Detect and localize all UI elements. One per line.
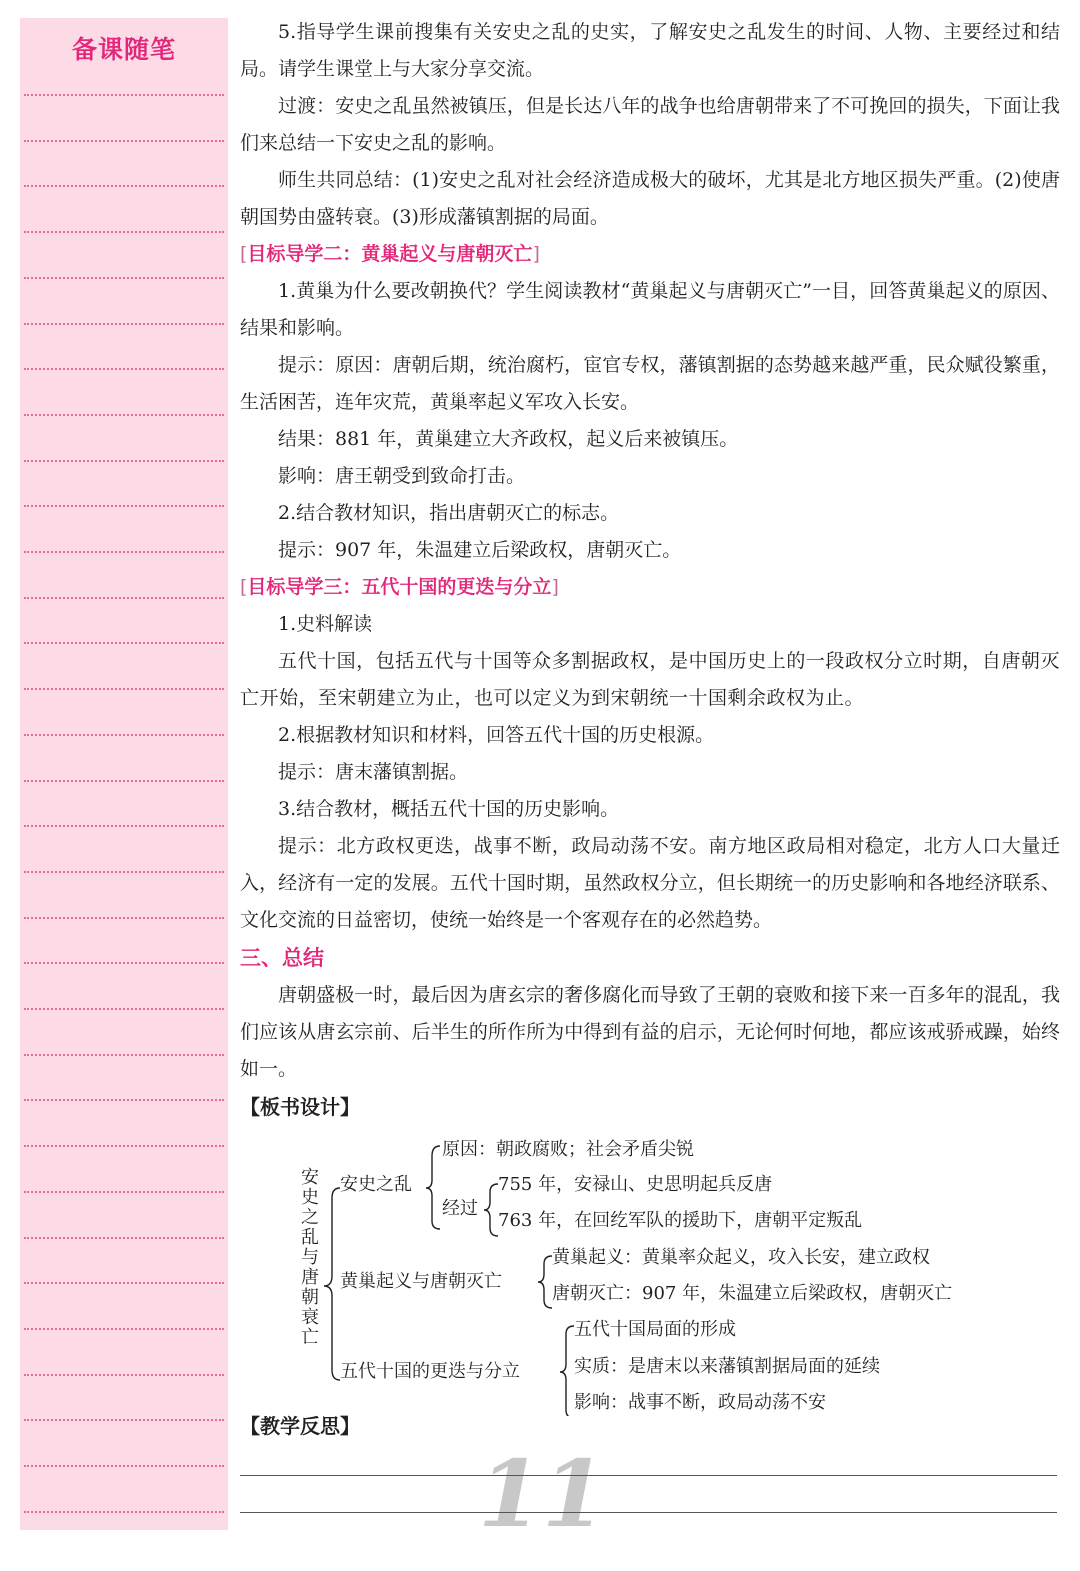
board-anshi-course: 经过 [442, 1198, 478, 1219]
goal-three-hint-2: 提示：唐末藩镇割据。 [278, 761, 469, 783]
goal-two-impact: 影响：唐王朝受到致命打击。 [278, 465, 526, 487]
paragraph-summary: 师生共同总结：(1)安史之乱对社会经济造成极大的破坏，尤其是北方地区损失严重。(2)使唐朝国势由盛转衰。(3)形成藩镇割据的局面。 [240, 169, 1060, 228]
goal-two-hint-2: 提示：907 年，朱温建立后梁政权，唐朝灭亡。 [278, 539, 682, 561]
note-line [24, 185, 224, 187]
board-root-title: 安史之乱与唐朝衰亡 [301, 1167, 319, 1348]
goal-two-question-2: 2.结合教材知识，指出唐朝灭亡的标志。 [278, 502, 620, 524]
paragraph-task-5: 5.指导学生课前搜集有关安史之乱的史实，了解安史之乱发生的时间、人物、主要经过和结局。请学生课堂上与大家分享交流。 [240, 21, 1060, 80]
note-line [24, 825, 224, 827]
board-design-diagram [240, 1126, 1060, 1416]
goal-three-material: 五代十国，包括五代与十国等众多割据政权，是中国历史上的一段政权分立时期，自唐朝灭亡开始，至宋朝建立为止，也可以定义为到宋朝统一十国剩余政权为止。 [240, 650, 1060, 709]
note-line [24, 1511, 224, 1513]
note-line [24, 505, 224, 507]
notes-sidebar [20, 18, 228, 1530]
note-line [24, 780, 224, 782]
board-anshi-cause: 原因：朝政腐败；社会矛盾尖锐 [442, 1139, 694, 1160]
note-line [24, 871, 224, 873]
goal-two-heading: [目标导学二：黄巢起义与唐朝灭亡] [240, 243, 540, 265]
note-line [24, 1191, 224, 1193]
note-line [24, 597, 224, 599]
page-number: 11 [478, 1440, 607, 1548]
board-wudai-2: 实质：是唐末以来藩镇割据局面的延续 [574, 1356, 880, 1377]
note-line [24, 688, 224, 690]
board-design-heading: 【板书设计】 [240, 1095, 360, 1119]
paragraph-transition: 过渡：安史之乱虽然被镇压，但是长达八年的战争也给唐朝带来了不可挽回的损失，下面让我们来总结一下安史之乱的影响。 [240, 95, 1060, 154]
note-line [24, 1237, 224, 1239]
reflection-line [240, 1475, 1057, 1476]
board-anshi-course-1: 755 年，安禄山、史思明起兵反唐 [498, 1174, 773, 1195]
note-line [24, 1054, 224, 1056]
note-line [24, 1465, 224, 1467]
board-wudai-3: 影响：战事不断，政局动荡不安 [574, 1392, 826, 1413]
goal-three-hint-3: 提示：北方政权更迭，战事不断，政局动荡不安。南方地区政局相对稳定，北方人口大量迁入，经济有一定的发展。五代十国时期，虽然政权分立，但长期统一的历史影响和各地经济联系、文化交流的日益密切，使统一始终是一个客观存在的必然趋势。 [240, 835, 1060, 931]
note-line [24, 642, 224, 644]
note-line [24, 734, 224, 736]
goal-two-question-1: 1.黄巢为什么要改朝换代？学生阅读教材“黄巢起义与唐朝灭亡”一目，回答黄巢起义的原因、结果和影响。 [240, 280, 1060, 339]
goal-three-heading: [目标导学三：五代十国的更迭与分立] [240, 576, 559, 598]
note-line [24, 1282, 224, 1284]
note-line [24, 140, 224, 142]
note-line [24, 962, 224, 964]
board-huangchao-1: 黄巢起义：黄巢率众起义，攻入长安，建立政权 [552, 1247, 930, 1268]
reflection-line [240, 1512, 1057, 1513]
note-line [24, 277, 224, 279]
note-line [24, 1328, 224, 1330]
reflection-heading: 【教学反思】 [240, 1414, 360, 1438]
note-line [24, 368, 224, 370]
note-line [24, 1099, 224, 1101]
note-line [24, 323, 224, 325]
goal-two-result: 结果：881 年，黄巢建立大齐政权，起义后来被镇压。 [278, 428, 739, 450]
goal-two-hint-1: 提示：原因：唐朝后期，统治腐朽，宦官专权，藩镇割据的态势越来越严重，民众赋役繁重，生活困苦，连年灾荒，黄巢率起义军攻入长安。 [240, 354, 1060, 413]
goal-three-question-1: 1.史料解读 [278, 613, 373, 635]
lesson-content [240, 14, 1060, 1416]
note-line [24, 460, 224, 462]
note-line [24, 94, 224, 96]
note-line [24, 231, 224, 233]
board-wudai-1: 五代十国局面的形成 [574, 1319, 736, 1340]
sidebar-title: 备课随笔 [71, 35, 176, 64]
note-line [24, 917, 224, 919]
board-branch-anshi: 安史之乱 [340, 1174, 412, 1195]
note-line [24, 1374, 224, 1376]
note-line [24, 414, 224, 416]
board-branch-wudai: 五代十国的更迭与分立 [340, 1361, 520, 1382]
note-line [24, 1419, 224, 1421]
board-anshi-course-2: 763 年，在回纥军队的援助下，唐朝平定叛乱 [498, 1210, 863, 1231]
goal-three-question-2: 2.根据教材知识和材料，回答五代十国的历史根源。 [278, 724, 715, 746]
board-huangchao-2: 唐朝灭亡：907 年，朱温建立后梁政权，唐朝灭亡 [552, 1283, 953, 1304]
note-line [24, 1145, 224, 1147]
summary-heading: 三、总结 [240, 946, 324, 970]
summary-text: 唐朝盛极一时，最后因为唐玄宗的奢侈腐化而导致了王朝的衰败和接下来一百多年的混乱，我们应该从唐玄宗前、后半生的所作所为中得到有益的启示，无论何时何地，都应该戒骄戒躁，始终如一。 [240, 984, 1060, 1080]
note-line [24, 551, 224, 553]
goal-three-question-3: 3.结合教材，概括五代十国的历史影响。 [278, 798, 620, 820]
note-line [24, 1008, 224, 1010]
board-branch-huangchao: 黄巢起义与唐朝灭亡 [340, 1271, 502, 1292]
